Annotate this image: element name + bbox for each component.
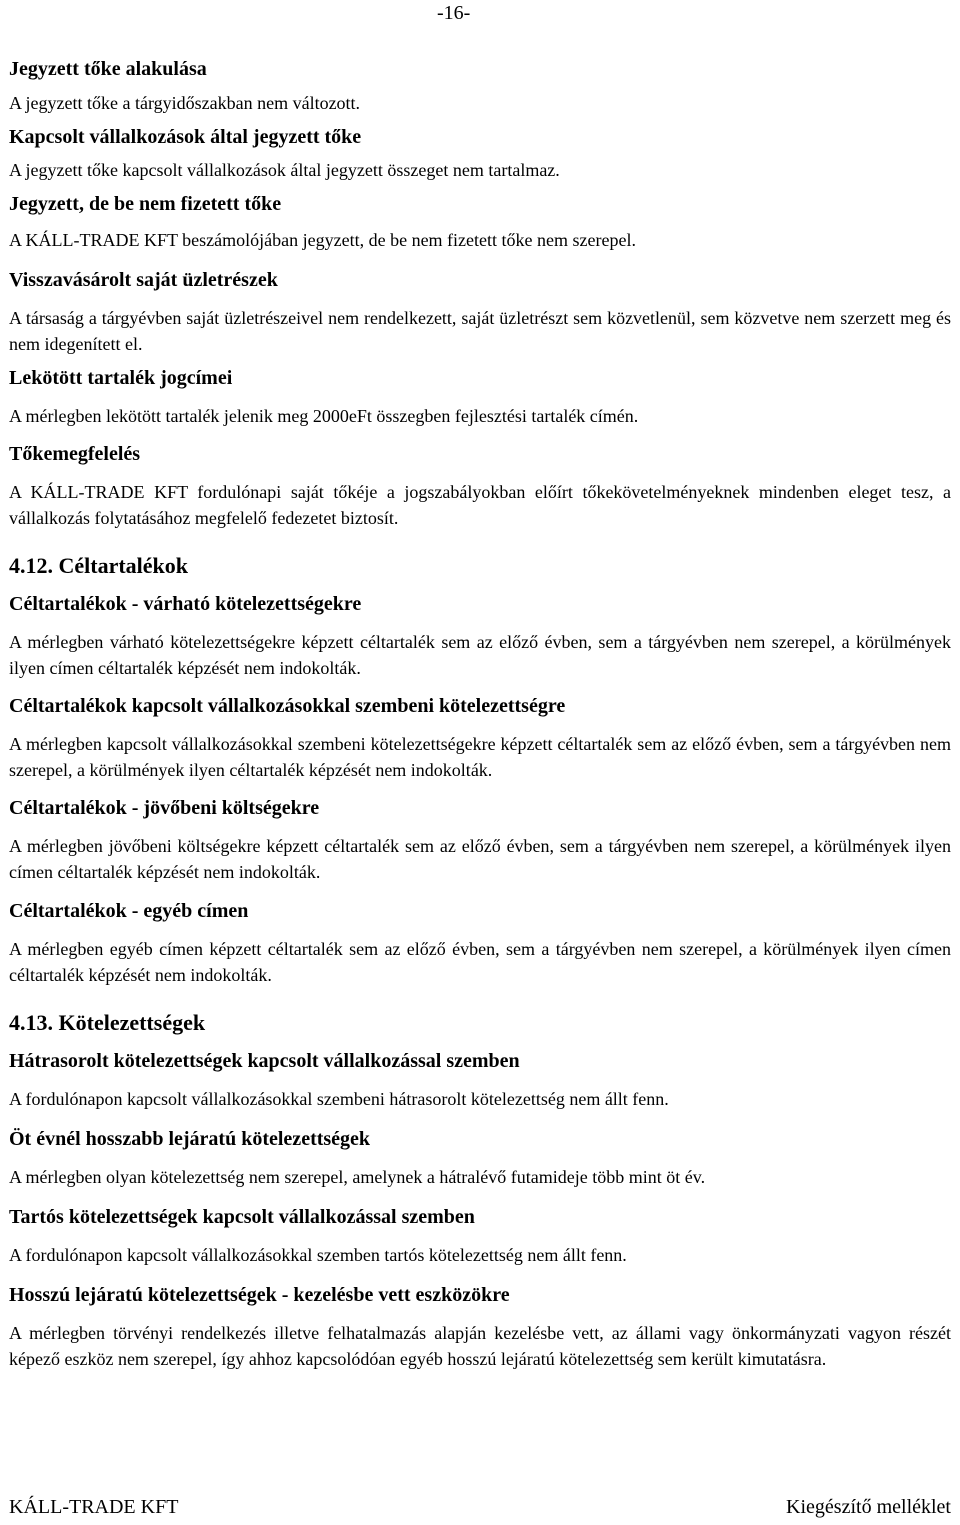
chapter-heading: 4.12. Céltartalékok — [9, 553, 189, 578]
section-paragraph: A mérlegben várható kötelezettségekre képzett céltartalék sem az előző évben, sem a tárgyévben nem szerepel, a körülmények ilyen címen céltartalék képzését nem indokolták. — [9, 632, 951, 678]
section-paragraph: A jegyzett tőke a tárgyidőszakban nem változott. — [9, 93, 361, 113]
page-number: -16- — [437, 2, 471, 24]
section-heading: Tartós kötelezettségek kapcsolt vállalkozással szemben — [9, 1206, 475, 1228]
section-paragraph: A mérlegben lekötött tartalék jelenik meg 2000eFt összegben fejlesztési tartalék címén. — [9, 406, 639, 426]
section-heading: Jegyzett tőke alakulása — [9, 58, 207, 80]
section-heading: Visszavásárolt saját üzletrészek — [9, 269, 278, 291]
section-heading: Céltartalékok - jövőbeni költségekre — [9, 797, 320, 819]
section-paragraph: A KÁLL-TRADE KFT fordulónapi saját tőkéje a jogszabályokban előírt tőkekövetelményeknek mindenben eleget tesz, a vállalkozás folytatásához megfelelő fedezetet biztosít. — [9, 482, 951, 528]
page-footer — [9, 1496, 951, 1522]
section-heading: Öt évnél hosszabb lejáratú kötelezettségek — [9, 1128, 371, 1150]
footer-document-title: Kiegészítő melléklet — [786, 1496, 951, 1518]
chapter-heading: 4.13. Kötelezettségek — [9, 1010, 206, 1035]
section-heading: Jegyzett, de be nem fizetett tőke — [9, 193, 282, 215]
section-paragraph: A mérlegben törvényi rendelkezés illetve felhatalmazás alapján kezelésbe vett, az állami vagy önkormányzati vagyon részét képező eszköz nem szerepel, így ahhoz kapcsolódóan egyéb hosszú lejáratú kötelezettség sem került kimutatásra. — [9, 1323, 951, 1369]
section-heading: Céltartalékok kapcsolt vállalkozásokkal szembeni kötelezettségre — [9, 695, 566, 717]
section-paragraph: A mérlegben olyan kötelezettség nem szerepel, amelynek a hátralévő futamideje több mint öt év. — [9, 1167, 706, 1187]
section-paragraph: A mérlegben jövőbeni költségekre képzett céltartalék sem az előző évben, sem a tárgyévben nem szerepel, a körülmények ilyen címen céltartalék képzését nem indokolták. — [9, 836, 951, 882]
section-paragraph: A mérlegben egyéb címen képzett céltartalék sem az előző évben, sem a tárgyévben nem szerepel, a körülmények ilyen címen céltartalék képzését nem indokolták. — [9, 939, 951, 985]
section-paragraph: A fordulónapon kapcsolt vállalkozásokkal szemben tartós kötelezettség nem állt fenn. — [9, 1245, 627, 1265]
section-heading: Lekötött tartalék jogcímei — [9, 367, 233, 389]
section-heading: Kapcsolt vállalkozások által jegyzett tőke — [9, 126, 362, 148]
footer-company: KÁLL-TRADE KFT — [9, 1496, 179, 1518]
section-heading: Céltartalékok - egyéb címen — [9, 900, 249, 922]
document-body — [9, 56, 951, 1372]
section-heading: Hátrasorolt kötelezettségek kapcsolt vállalkozással szemben — [9, 1050, 520, 1072]
section-paragraph: A KÁLL-TRADE KFT beszámolójában jegyzett, de be nem fizetett tőke nem szerepel. — [9, 230, 636, 250]
section-paragraph: A mérlegben kapcsolt vállalkozásokkal szembeni kötelezettségekre képzett céltartalék sem az előző évben, sem a tárgyévben nem szerepel, a körülmények ilyen céltartalék képzését nem indokolták. — [9, 734, 951, 780]
section-paragraph: A jegyzett tőke kapcsolt vállalkozások által jegyzett összeget nem tartalmaz. — [9, 160, 560, 180]
section-paragraph: A fordulónapon kapcsolt vállalkozásokkal szembeni hátrasorolt kötelezettség nem állt fenn. — [9, 1089, 669, 1109]
section-heading: Céltartalékok - várható kötelezettségekre — [9, 593, 362, 615]
section-heading: Hosszú lejáratú kötelezettségek - kezelésbe vett eszközökre — [9, 1284, 510, 1306]
section-paragraph: A társaság a tárgyévben saját üzletrészeivel nem rendelkezett, saját üzletrészt sem közvetlenül, sem közvetve nem szerzett meg és nem idegenített el. — [9, 308, 951, 354]
section-heading: Tőkemegfelelés — [9, 443, 141, 465]
